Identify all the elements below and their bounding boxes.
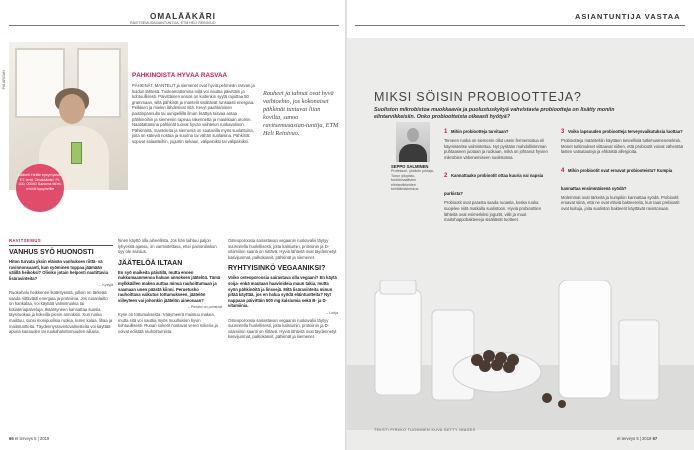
q4-title: Mihin probiootit ovat eroavat probiooteista? Kumpia kannattaa ensimmäisenä syödä?: [561, 167, 673, 191]
left-header-title: OMALÄÄKÄRI: [150, 12, 216, 21]
q2-number: 2: [444, 173, 448, 180]
qa-right-col-2: [561, 120, 685, 290]
q4-body: Molemmat ovat tärkeitä ja kumpikin kannattaa syödä. Probiootit eroavat siinä, että ne ovat eläviä bakteereita, kun taas prebiootit ovat kuituja, joita suoliston bakteerit käyttävät ravintonaan.: [561, 194, 680, 211]
col2-question: En syö maikeita päivällä, mutta ennen nukkumaanmenoa haluan annoksen jäätelöä. Tämä mylkkäillen makea auttaa minua rauhoittumaan ja saamaan unen päästä kiinni. Peruetusko rauhoittava valkutus tottumukseen, jäätelön viileyteen vai johonkin jäätelön aineosaan?: [118, 269, 221, 303]
col1-signature: – Kysyjä: [99, 283, 113, 288]
left-header-sub: RAVITSEMUSASIANTUNTIJA, ETM HELI REINIVUO: [130, 21, 216, 25]
q3-number: 3: [561, 129, 565, 135]
badge-text: Lääketi Helille kysymyksiä: ET-lehti, Omalääkäri, PL 100, 00040 Sanoma tai et-lehti.fi/ kysyhelille: [18, 173, 62, 191]
right-header-rule: [355, 25, 685, 26]
col3-question: Voiko osteoporoosia sairastava olla vegaani? En käytä soija- enkä mautaan haavioideia maun takia, mutta syön pähkinöitä ja linssejä. Mitä lisäravinteita minun pitää käyttää, jos en halua syödä eläintuotteita? Nyt nappaan päivittäin 500 mg kalsiumia sekä B- ja D-vitamiinia.: [228, 275, 337, 309]
q3-title: Voiko lapsuuden probiootteja terveysvaikutuksia luottaa?: [568, 129, 683, 134]
photo-credit: PIA ARGUN: [2, 70, 6, 90]
q1-title: Mihin probiootteja tarvitaan?: [451, 129, 509, 134]
q2-title: Kannattaako probiootit ottaa kuuria vai napsia purkista?: [444, 173, 544, 197]
article-column: [132, 72, 258, 232]
article-body: PÄHKINÄT, MANTELIT ja siemenet ovat hyviä pehmeän rasvan ja kuidun lähteitä. Tuoleamattomina niitä voi nauttia päivittäin ja kohtuullisesti. Päivittäinen annos on kuitenkin syytä rajoittaa 50 grammaan, sillä pähkinät ja mantelit sisältävät runsaasti energiaa. Pelkkien ja mielen lähdesivat riitä. Kevyt paahtaminen paistinpannulla tai uunipellillä ilman lisättyä rasvaa antaa pähkinöihin ja siemeniin rapeaa rakennetta ja maukkaan aromin. Naatitattamina pähkinät tuovat hyvän vaihtelun ruokavalioon. Pähkinöitä, manteleita ja siemeniä on saatavilla myös suolattuina, joita on käteviä nostaa ja suurina tai vähän suolaisina. Pähkinät sopivat salaatteihin, jogurtin sekaan, välipaloiksi tai välipaloiksi.: [132, 83, 255, 144]
loose-nut: [558, 400, 566, 408]
milk-bottle-right: [559, 280, 611, 398]
left-page-number: 66: [9, 436, 14, 441]
col2-title: JÄÄTELÖÄ ILTAAN: [118, 259, 183, 267]
milk-bottle-left: [375, 290, 421, 395]
right-footer-mag: et terveys 5 | 2019: [617, 436, 652, 441]
expert-title: Professori, yksikön johtaja, Turun yliopisto, funktionaalisten elintarvikkeiden kehittämiskeskus: [391, 169, 434, 192]
person-head: [59, 94, 85, 124]
header-rule: [9, 25, 339, 26]
col3-answer: Osteoporoosia sairastavan vegaanin ruokavalio täytyy suunnitella huolellisesti, jotta kalsiumin, proteiinin ja D-vitamiinin saanti on riittävä. Hyviä lähteitä ovat täydennetyt kasvijuomat, palkokasvit, pähkinät ja siemenet.: [228, 317, 337, 340]
col1-question: Hiton turvata yksin eläivän vanhuksen riittä- vä ravinnonsaanti, kun syöminen tuppaa jäämään välillä heikoksi? Olisiko jotain helposti nautittavia lisäravinteita?: [9, 259, 108, 281]
left-footer-mag: et terveys 5 | 2019: [14, 436, 50, 441]
photo-credit-right: TEKSTI PIRKKO TUOMINEN KUVA GETTY IMAGES: [374, 428, 476, 432]
right-footer: [617, 436, 657, 441]
small-glass: [619, 320, 659, 400]
col1-title: VANHUS SYÖ HUONOSTI: [9, 249, 94, 256]
q3-body: Probiootteja määriteltiin käyttäen tieteellisiä tutkimusmenetelmiä. Monet tutkimukset viittaavat siihen, että probiootit voivat vähentää lasten vatsatauteja ja ehkäistä allergioita.: [561, 138, 683, 155]
pull-quote-text: Rouheet ja tahnat ovat hyvä vaihtoehto, jos kokonaiset pähkinät tuntuvat liian kovilta, sanoo ravitsemusasian-tuntija, ETM Heli Reinivuo.: [263, 90, 339, 137]
milk-nuts-illustration: [347, 280, 694, 430]
left-footer: [9, 436, 49, 441]
expert-info: [391, 164, 439, 234]
portrait-head: [407, 128, 419, 142]
section-rule: [9, 245, 113, 246]
right-page-number: 67: [652, 436, 658, 441]
section-label: RAVITSEMUS: [9, 238, 42, 243]
portrait-body: [399, 144, 427, 162]
qa-right-col-1: [444, 120, 552, 290]
qa-column-3: [228, 238, 338, 433]
right-page: [347, 0, 694, 450]
article-title-right: MIKSI SÖISIN PROBIOOTTEJA?: [374, 90, 582, 104]
col1-answer: Ruokahalu heikkenee ikääntyessä, jolloin on tärkeää saada riittävästi energiaa ja proteiinia. Jos ruoanlaitto on hankalaa, voi käyttää valmisruokia tai kotiateriapalveluja. Ikääntyneen kannattaa suosia täysiruokaa ja kokeilla pienin annoksin. Kun ruoka maistuu, suosi monipuolisia ruokia, kuten kalaa, lihaa ja maitotuotteita. Täydennysravintovalmisteita voi käyttää apuna sairauden tai ruokahaluttomuuden aikana.: [9, 289, 113, 335]
loose-nut: [542, 393, 552, 403]
col2-answer: Kyse on tottumuksesta. Vääymeerä maistuu makea, mutta sitä voi nauttia myös muulloinkin hyvin kohtuullisesti. Ruoan sokerit nostavat veren sokeria ja voivat edistää rauhoittumista.: [118, 311, 218, 334]
qa-column-2: [118, 238, 222, 433]
expert-portrait: [396, 122, 430, 162]
col2-body: hinen käyttö olla aiheellista. Jos hän laihtuu paljon lyhyessä ajassa, on varmistettava, ettei painonlaskun syy ole sairaus.: [118, 238, 217, 255]
article-lead: Suoliston mikrobistoa muokkaavia ja puolustuskykyä vahvistavia probiootteja on lisätty moniin elintarvikkeisiin. Onko probiootteista oikeasti hyötyä?: [374, 107, 615, 120]
bottle-neck-left: [380, 280, 416, 294]
col2-signature: – Pieraisi on pohsivat: [187, 305, 222, 310]
q4-number: 4: [561, 167, 565, 174]
col3-signature: – Lohja: [326, 310, 338, 315]
qa-column-1: [9, 238, 113, 433]
col3-body: Osteoporoosia sairastavan vegaanin ruokavalio täytyy suunnitella huolellisesti, jotta kalsiumin, proteiinin ja D-vitamiinin saanti on riittävä. Hyviä lähteitä ovat täydennetyt kasvijuomat, palkokasvit, pähkinät ja siemenet.: [228, 238, 337, 260]
pull-quote: [263, 90, 339, 138]
q2-body: Probiootit ovat parasta saada ruoasta, koska ruoka suojelee niitä matkalla suolistoon. Hyviä probioottien lähteitä ovat esimerkiksi jogurtit, viilit ja muut maitohappobakteeeja sisältävät tuotteet.: [444, 200, 542, 223]
contact-badge: [16, 164, 64, 212]
col3-title: RYHTYISINKÖ VEGAANIKSI?: [228, 265, 326, 273]
right-header-title: ASIANTUNTIJA VASTAA: [575, 12, 681, 21]
q1-body: Terveen ruoka on siemenin ollut usein fermentoitua eli käymisteitse valmistettua. Nyt pyritään mahdollisimman puhtaaseen juotaan ja ruokaan, mikä on johtanut hyvien mikrobien vähenemiseen suolistossa.: [444, 138, 548, 160]
green-smoothie-glass: [71, 142, 82, 164]
expert-name: SEPPO SALMINEN: [391, 164, 429, 169]
article-title: PÄHKINÖISTÄ HYVÄÄ RASVAA: [132, 72, 228, 79]
q1-number: 1: [444, 129, 448, 135]
